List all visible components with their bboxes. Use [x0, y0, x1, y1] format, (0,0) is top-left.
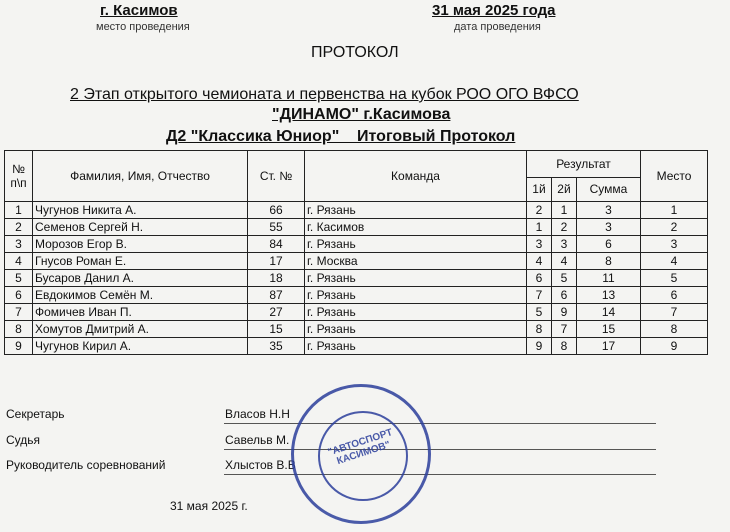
table-row [5, 219, 708, 236]
row-number: 2 [5, 219, 33, 236]
athlete-name: Бусаров Данил А. [33, 270, 248, 287]
result-sum: 15 [577, 321, 641, 338]
results-table [4, 150, 708, 355]
signature-line [224, 449, 656, 450]
place: 7 [641, 304, 708, 321]
athlete-name: Гнусов Роман Е. [33, 253, 248, 270]
result-1: 4 [527, 253, 552, 270]
start-number: 18 [248, 270, 305, 287]
result-sum: 17 [577, 338, 641, 355]
result-1: 2 [527, 202, 552, 219]
row-number: 8 [5, 321, 33, 338]
start-number: 35 [248, 338, 305, 355]
name-judge: Савельв М. [225, 433, 290, 447]
role-secretary: Секретарь [6, 407, 65, 421]
table-row [5, 321, 708, 338]
page-title: ПРОТОКОЛ [311, 44, 399, 61]
place: 4 [641, 253, 708, 270]
row-number: 5 [5, 270, 33, 287]
result-2: 1 [552, 202, 577, 219]
event-line1: 2 Этап открытого чемионата и первенства на кубок РОО ОГО ВФСО [70, 86, 579, 103]
team: г. Москва [305, 253, 527, 270]
place: 2 [641, 219, 708, 236]
result-2: 9 [552, 304, 577, 321]
result-sum: 3 [577, 219, 641, 236]
header-start: Ст. № [248, 151, 305, 202]
result-2: 4 [552, 253, 577, 270]
team: г. Рязань [305, 304, 527, 321]
table-row [5, 270, 708, 287]
result-2: 2 [552, 219, 577, 236]
row-number: 4 [5, 253, 33, 270]
start-number: 15 [248, 321, 305, 338]
start-number: 84 [248, 236, 305, 253]
name-secretary: Власов Н.Н [225, 407, 290, 421]
start-number: 87 [248, 287, 305, 304]
result-1: 3 [527, 236, 552, 253]
header-place: Место [641, 151, 708, 202]
result-1: 9 [527, 338, 552, 355]
row-number: 1 [5, 202, 33, 219]
row-number: 9 [5, 338, 33, 355]
place: 3 [641, 236, 708, 253]
table-row [5, 304, 708, 321]
header-r2: 2й [552, 177, 577, 201]
start-number: 55 [248, 219, 305, 236]
header-r1: 1й [527, 177, 552, 201]
result-1: 1 [527, 219, 552, 236]
team: г. Рязань [305, 321, 527, 338]
table-row [5, 338, 708, 355]
event-line2: "ДИНАМО" г.Касимова [272, 106, 451, 123]
result-2: 3 [552, 236, 577, 253]
header-name: Фамилия, Имя, Отчество [33, 151, 248, 202]
place: 8 [641, 321, 708, 338]
team: г. Рязань [305, 270, 527, 287]
result-sum: 14 [577, 304, 641, 321]
athlete-name: Семенов Сергей Н. [33, 219, 248, 236]
signature-line [224, 423, 656, 424]
date: 31 мая 2025 года [432, 2, 556, 19]
result-2: 8 [552, 338, 577, 355]
row-number: 6 [5, 287, 33, 304]
row-number: 7 [5, 304, 33, 321]
header-result: Результат [527, 151, 641, 178]
header-sum: Сумма [577, 177, 641, 201]
footer-date: 31 мая 2025 г. [170, 499, 248, 513]
place: 5 [641, 270, 708, 287]
result-sum: 3 [577, 202, 641, 219]
place: 1 [641, 202, 708, 219]
team: г. Рязань [305, 338, 527, 355]
role-judge: Судья [6, 433, 41, 447]
header-num: № п\п [5, 151, 33, 202]
table-row [5, 253, 708, 270]
role-director: Руководитель соревнований [6, 458, 166, 472]
table-row [5, 236, 708, 253]
result-1: 8 [527, 321, 552, 338]
athlete-name: Фомичев Иван П. [33, 304, 248, 321]
start-number: 27 [248, 304, 305, 321]
team: г. Рязань [305, 202, 527, 219]
result-1: 7 [527, 287, 552, 304]
result-sum: 8 [577, 253, 641, 270]
result-sum: 6 [577, 236, 641, 253]
athlete-name: Чугунов Кирил А. [33, 338, 248, 355]
event-line3: Д2 "Классика Юниор" Итоговый Протокол [166, 128, 516, 145]
date-caption: дата проведения [454, 21, 541, 33]
team: г. Рязань [305, 287, 527, 304]
result-2: 6 [552, 287, 577, 304]
place: 9 [641, 338, 708, 355]
athlete-name: Чугунов Никита А. [33, 202, 248, 219]
place: г. Касимов [100, 2, 178, 19]
athlete-name: Морозов Егор В. [33, 236, 248, 253]
result-sum: 11 [577, 270, 641, 287]
result-sum: 13 [577, 287, 641, 304]
place-caption: место проведения [96, 21, 190, 33]
result-2: 5 [552, 270, 577, 287]
result-2: 7 [552, 321, 577, 338]
header-team: Команда [305, 151, 527, 202]
signature-line [224, 474, 656, 475]
place: 6 [641, 287, 708, 304]
result-1: 6 [527, 270, 552, 287]
stamp-text: "АВТОСПОРТ КАСИМОВ" [326, 427, 394, 468]
start-number: 17 [248, 253, 305, 270]
result-1: 5 [527, 304, 552, 321]
athlete-name: Евдокимов Семён М. [33, 287, 248, 304]
start-number: 66 [248, 202, 305, 219]
team: г. Рязань [305, 236, 527, 253]
table-row [5, 202, 708, 219]
stamp-seal [291, 384, 431, 524]
team: г. Касимов [305, 219, 527, 236]
athlete-name: Хомутов Дмитрий А. [33, 321, 248, 338]
row-number: 3 [5, 236, 33, 253]
table-row [5, 287, 708, 304]
name-director: Хлыстов В.В [225, 458, 296, 472]
